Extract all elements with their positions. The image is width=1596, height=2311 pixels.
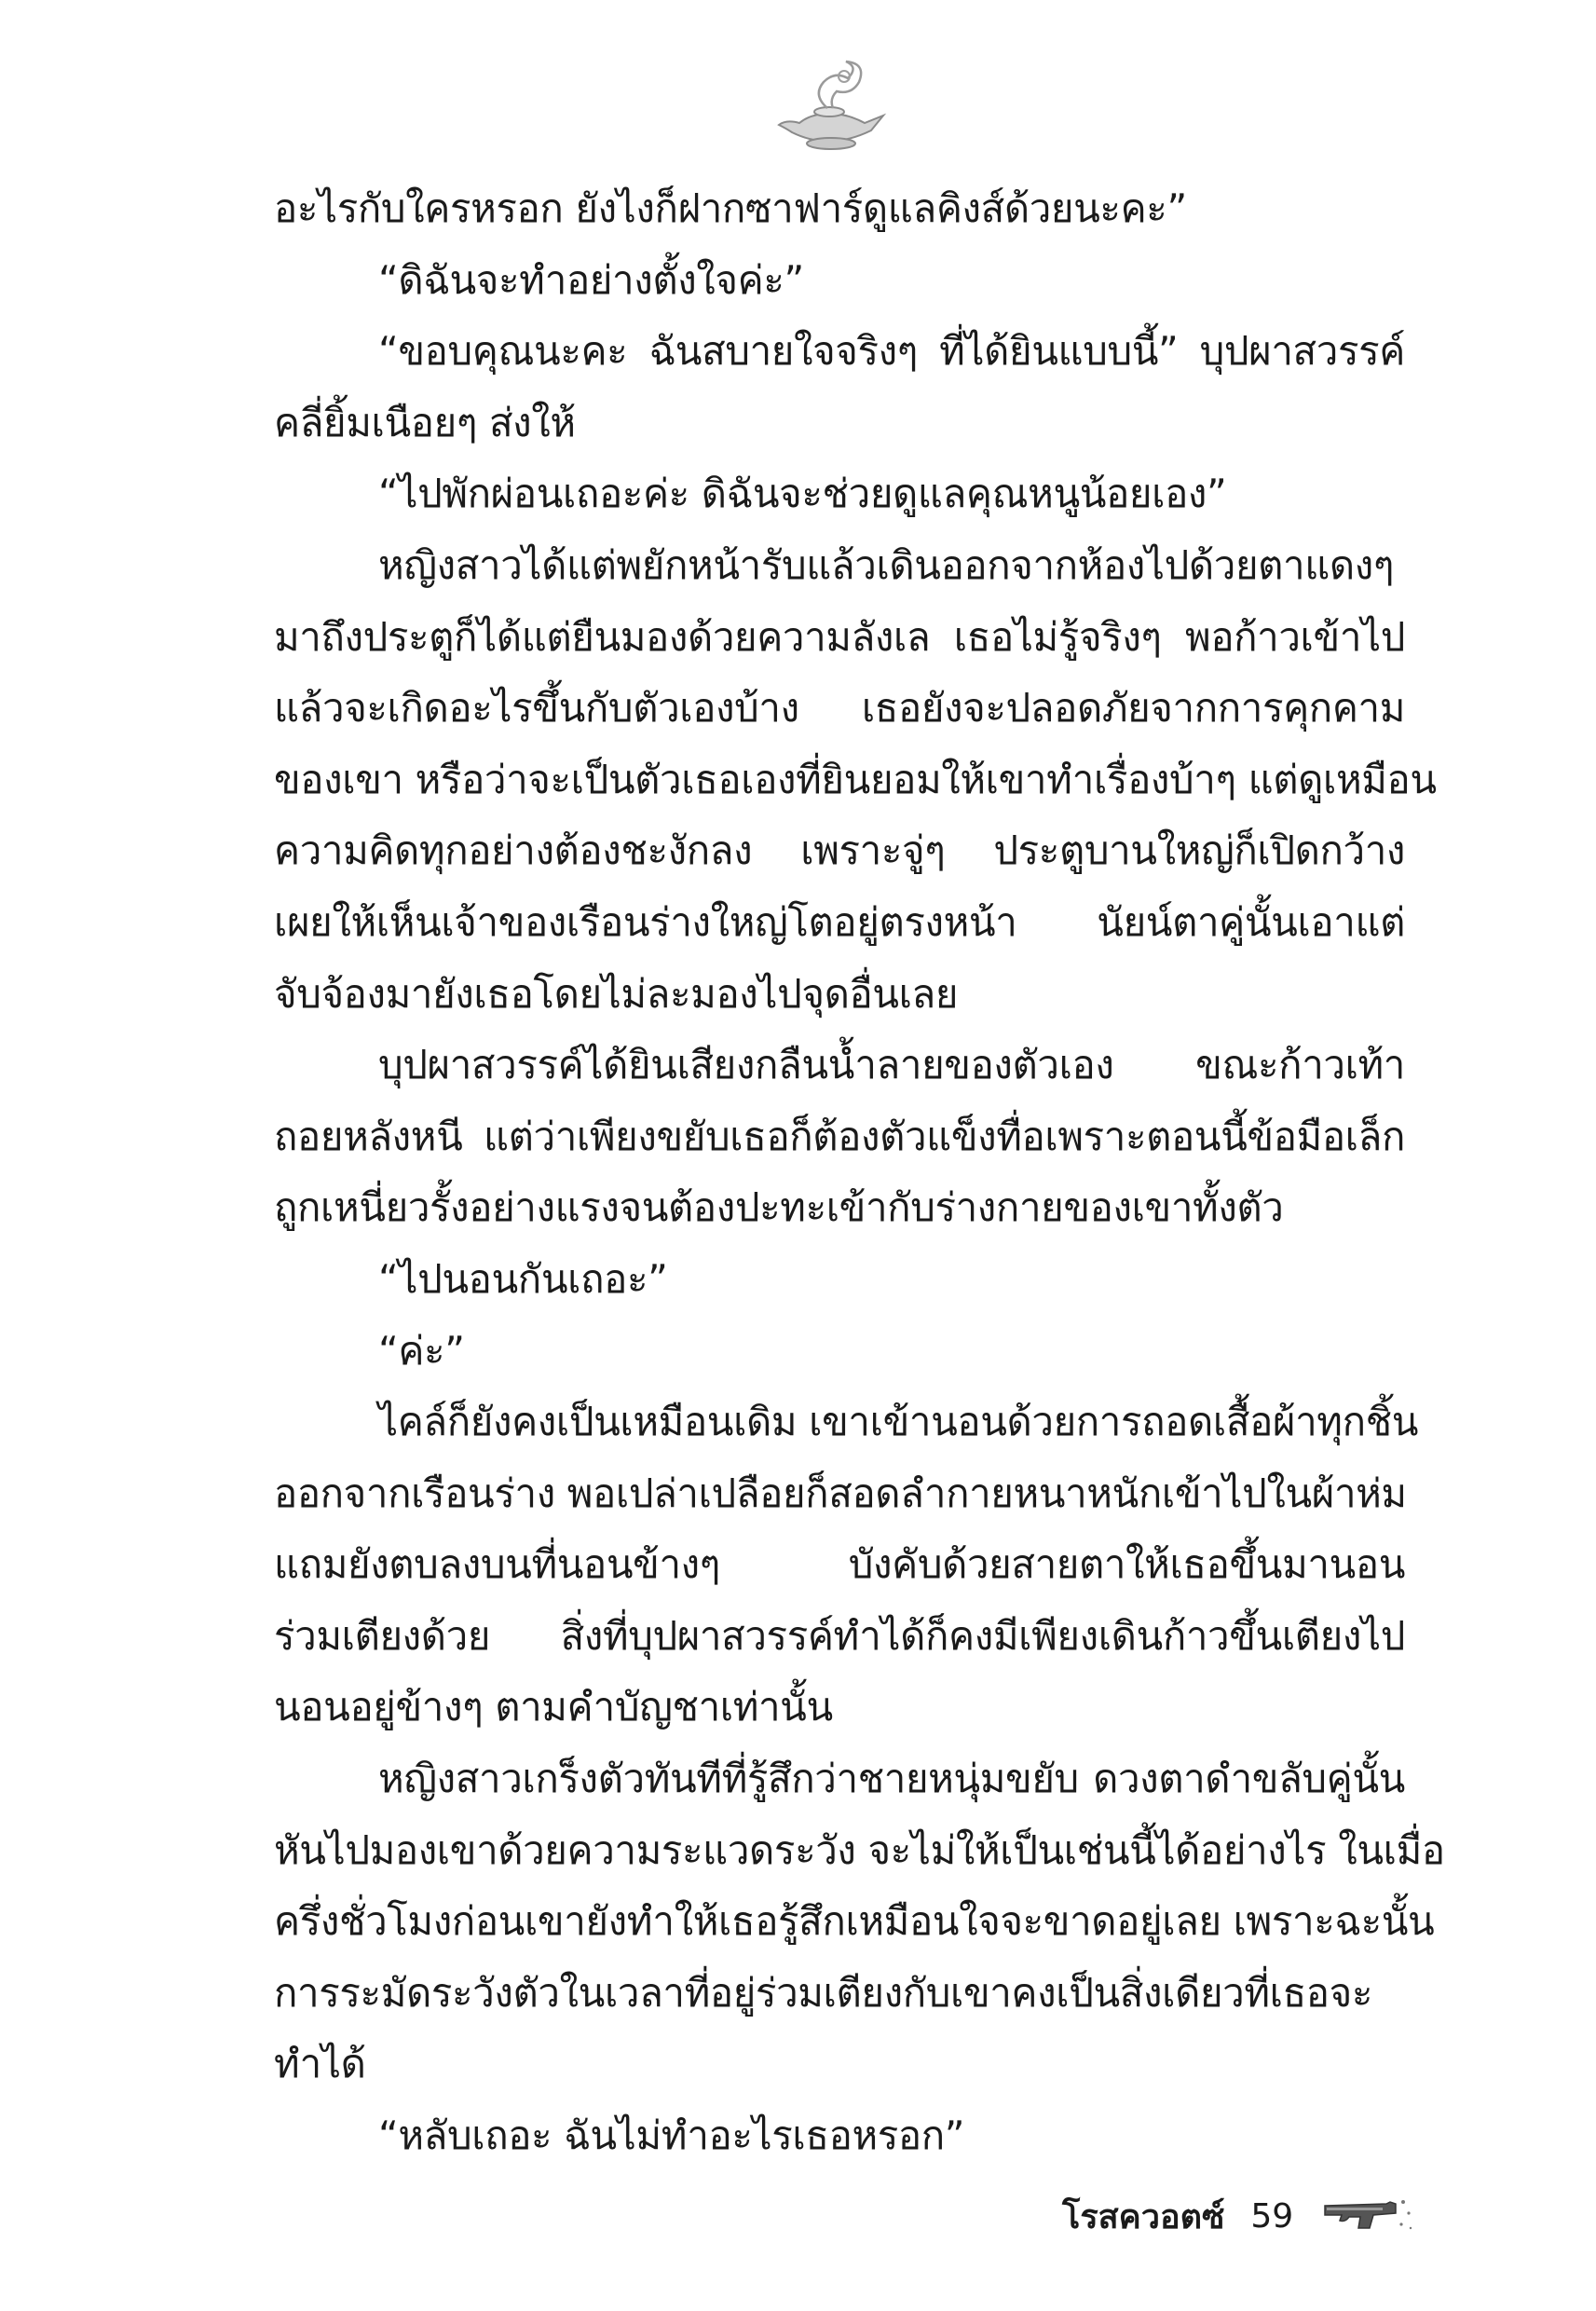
text-line: “ค่ะ”: [378, 1327, 465, 1374]
text-line: ครึ่งชั่วโมงก่อนเขายังทำให้เธอรู้สึกเหมือนใจจะขาดอยู่เลย เพราะฉะนั้น: [274, 1898, 1435, 1945]
text-line: ถูกเหนี่ยวรั้งอย่างแรงจนต้องปะทะเข้ากับร่างกายของเขาทั้งตัว: [274, 1184, 1284, 1231]
page-number: 59: [1250, 2196, 1294, 2236]
text-line: “ไปพักผ่อนเถอะค่ะ ดิฉันจะช่วยดูแลคุณหนูน้อยเอง”: [378, 471, 1227, 517]
text-line: หญิงสาวได้แต่พยักหน้ารับแล้วเดินออกจากห้องไปด้วยตาแดงๆ: [378, 541, 1395, 588]
text-line: หันไปมองเขาด้วยความระแวดระวัง จะไม่ให้เป็นเช่นนี้ได้อย่างไร ในเมื่อ: [274, 1826, 1445, 1873]
aladdin-lamp-icon: [755, 58, 904, 160]
text-line: ทำได้: [274, 2041, 366, 2087]
text-line: “หลับเถอะ ฉันไม่ทำอะไรเธอหรอก”: [378, 2113, 965, 2159]
text-line: หญิงสาวเกร็งตัวทันทีที่รู้สึกว่าชายหนุ่มขยับ ดวงตาดำขลับคู่นั้น: [378, 1756, 1405, 1802]
text-line: ความคิดทุกอย่างต้องชะงักลง เพราะจู่ๆ ประตูบานใหญ่ก็เปิดกว้าง: [274, 827, 1405, 874]
text-line: ไคล์ก็ยังคงเป็นเหมือนเดิม เขาเข้านอนด้วยการถอดเสื้อผ้าทุกชิ้น: [378, 1399, 1419, 1445]
body-text: [274, 173, 1445, 2172]
text-line: ของเขา หรือว่าจะเป็นตัวเธอเองที่ยินยอมให้เขาทำเรื่องบ้าๆ แต่ดูเหมือน: [274, 756, 1437, 802]
text-line: แถมยังตบลงบนที่นอนข้างๆ บังคับด้วยสายตาให้เธอขึ้นมานอน: [274, 1541, 1405, 1588]
text-line: บุปผาสวรรค์ได้ยินเสียงกลืนน้ำลายของตัวเอง ขณะก้าวเท้า: [378, 1042, 1405, 1088]
text-line: จับจ้องมายังเธอโดยไม่ละมองไปจุดอื่นเลย: [274, 970, 959, 1017]
text-line: การระมัดระวังตัวในเวลาที่อยู่ร่วมเตียงกับเขาคงเป็นสิ่งเดียวที่เธอจะ: [274, 1969, 1372, 2016]
text-line: ร่วมเตียงด้วย สิ่งที่บุปผาสวรรค์ทำได้ก็คงมีเพียงเดินก้าวขึ้นเตียงไป: [274, 1612, 1405, 1659]
text-line: “ดิฉันจะทำอย่างตั้งใจค่ะ”: [378, 256, 804, 303]
text-line: “ขอบคุณนะคะ ฉันสบายใจจริงๆ ที่ได้ยินแบบนี้” บุปผาสวรรค์: [378, 328, 1405, 375]
text-line: มาถึงประตูก็ได้แต่ยืนมองด้วยความลังเล เธอไม่รู้จริงๆ พอก้าวเข้าไป: [274, 613, 1405, 660]
book-title: โรสควอตซ์: [1062, 2197, 1225, 2236]
text-line: คลี่ยิ้มเนือยๆ ส่งให้: [274, 399, 576, 445]
text-line: นอนอยู่ข้างๆ ตามคำบัญชาเท่านั้น: [274, 1684, 833, 1730]
text-line: อะไรกับใครหรอก ยังไงก็ฝากซาฟาร์ดูแลคิงส์ด้วยนะคะ”: [274, 185, 1187, 231]
page-footer: [1062, 2188, 1472, 2244]
text-line: ถอยหลังหนี แต่ว่าเพียงขยับเธอก็ต้องตัวแข็งทื่อเพราะตอนนี้ข้อมือเล็ก: [274, 1113, 1405, 1159]
text-line: แล้วจะเกิดอะไรขึ้นกับตัวเองบ้าง เธอยังจะปลอดภัยจากการคุกคาม: [274, 685, 1405, 732]
text-line: ออกจากเรือนร่าง พอเปล่าเปลือยก็สอดลำกายหนาหนักเข้าไปในผ้าห่ม: [274, 1470, 1407, 1516]
text-line: เผยให้เห็นเจ้าของเรือนร่างใหญ่โตอยู่ตรงหน้า นัยน์ตาคู่นั้นเอาแต่: [274, 898, 1405, 945]
text-line: “ไปนอนกันเถอะ”: [378, 1255, 668, 1302]
pistol-icon: [1321, 2195, 1414, 2237]
